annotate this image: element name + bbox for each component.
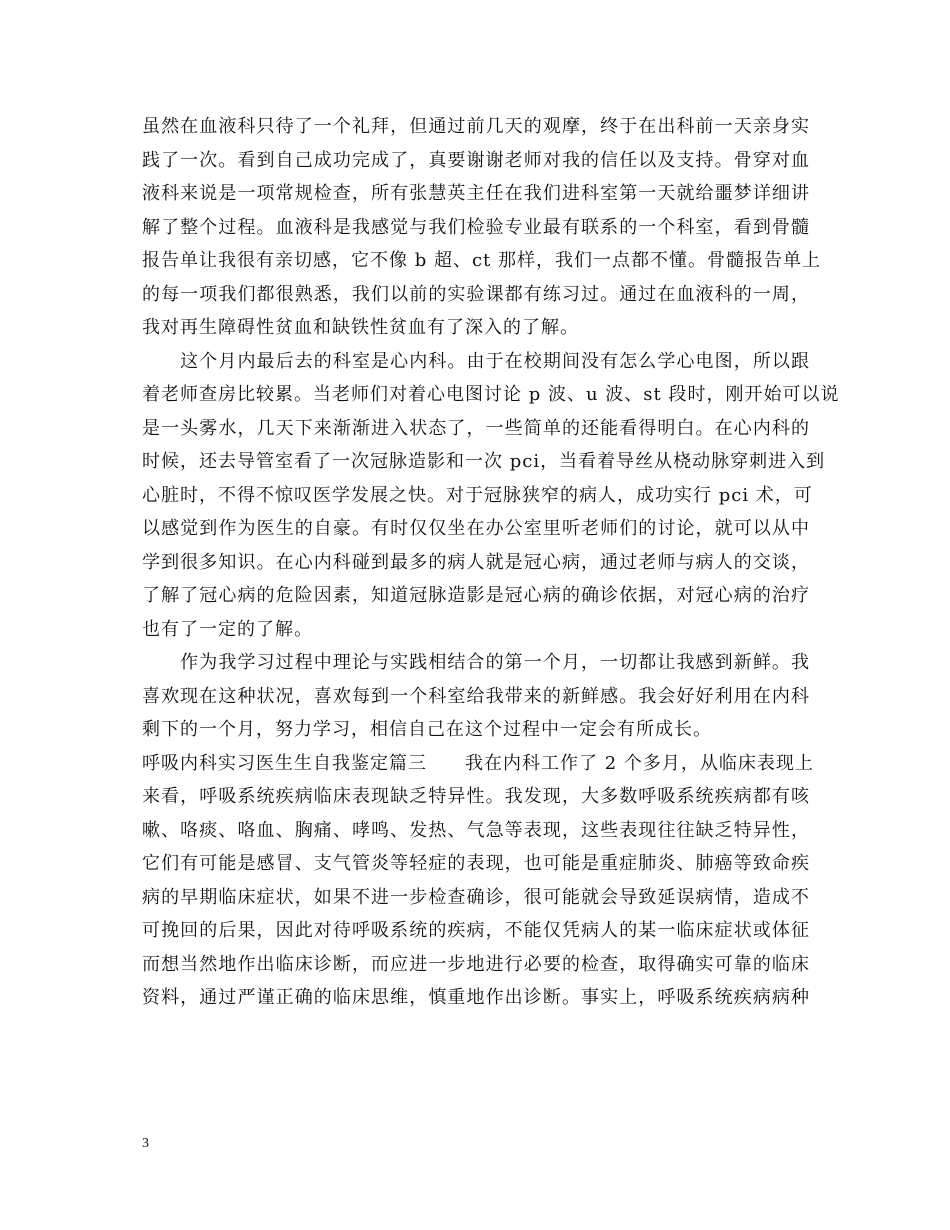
- text-line: 资料，通过严谨正确的临床思维，慎重地作出诊断。事实上，呼吸系统疾病病种: [142, 987, 810, 1008]
- text-line: 心脏时，不得不惊叹医学发展之快。对于冠脉狭窄的病人，成功实行 pci 术，可: [142, 484, 813, 506]
- text-line: 虽然在血液科只待了一个礼拜，但通过前几天的观摩，终于在出科前一天亲身实: [142, 116, 810, 137]
- text-line: 学到很多知识。在心内科碰到最多的病人就是冠心病，通过老师与病人的交谈，: [142, 551, 810, 573]
- text-line: 可挽回的后果，因此对待呼吸系统的疾病，不能仅凭病人的某一临床症状或体征: [142, 920, 810, 941]
- text-line: 嗽、咯痰、咯血、胸痛、哮鸣、发热、气急等表现，这些表现往往缺乏特异性，: [142, 819, 810, 841]
- text-line: 液科来说是一项常规检查，所有张慧英主任在我们进科室第一天就给噩梦详细讲: [142, 183, 810, 204]
- text-line: 喜欢现在这种状况，喜欢每到一个科室给我带来的新鲜感。我会好好利用在内科: [142, 685, 810, 707]
- text-line: 着老师查房比较累。当老师们对着心电图讨论 p 波、u 波、st 段时，刚开始可以说: [142, 384, 840, 405]
- text-line: 来看，呼吸系统疾病临床表现缺乏特异性。我发现，大多数呼吸系统疾病都有咳: [142, 786, 810, 807]
- text-line: 的每一项我们都很熟悉，我们以前的实验课都有练习过。通过在血液科的一周，: [142, 283, 810, 305]
- text-line: 时候，还去导管室看了一次冠脉造影和一次 pci，当看着导丝从桡动脉穿刺进入到: [142, 451, 826, 472]
- text-line: 报告单让我很有亲切感，它不像 b 超、ct 那样，我们一点都不懂。骨髓报告单上: [142, 250, 821, 271]
- page-number: 3: [142, 1136, 149, 1151]
- text-line: 践了一次。看到自己成功完成了，真要谢谢老师对我的信任以及支持。骨穿对血: [142, 149, 810, 171]
- text-line: 剩下的一个月，努力学习，相信自己在这个过程中一定会有所成长。: [142, 719, 712, 740]
- text-line: 这个月内最后去的科室是心内科。由于在校期间没有怎么学心电图，所以跟: [142, 350, 810, 372]
- text-line: 它们有可能是感冒、支气管炎等轻症的表现，也可能是重症肺炎、肺癌等致命疾: [142, 853, 810, 874]
- text-line: 是一头雾水，几天下来渐渐进入状态了，一些简单的还能看得明白。在心内科的: [142, 417, 810, 439]
- text-line: 解了整个过程。血液科是我感觉与我们检验专业最有联系的一个科室，看到骨髓: [142, 216, 810, 238]
- text-line: 病的早期临床症状，如果不进一步检查确诊，很可能就会导致延误病情，造成不: [142, 886, 810, 908]
- text-line: 我对再生障碍性贫血和缺铁性贫血有了深入的了解。: [142, 317, 579, 338]
- text-line: 呼吸内科实习医生生自我鉴定篇三 我在内科工作了 2 个多月，从临床表现上: [142, 752, 814, 774]
- text-line: 了解了冠心病的危险因素，知道冠脉造影是冠心病的确诊依据，对冠心病的治疗: [142, 585, 810, 606]
- text-line: 也有了一定的了解。: [142, 618, 313, 640]
- body-text: [142, 110, 840, 1015]
- text-line: 而想当然地作出临床诊断，而应进一步地进行必要的检查，取得确实可靠的临床: [142, 953, 810, 975]
- text-line: 作为我学习过程中理论与实践相结合的第一个月，一切都让我感到新鲜。我: [142, 652, 810, 673]
- text-line: 以感觉到作为医生的自豪。有时仅仅坐在办公室里听老师们的讨论，就可以从中: [142, 518, 810, 539]
